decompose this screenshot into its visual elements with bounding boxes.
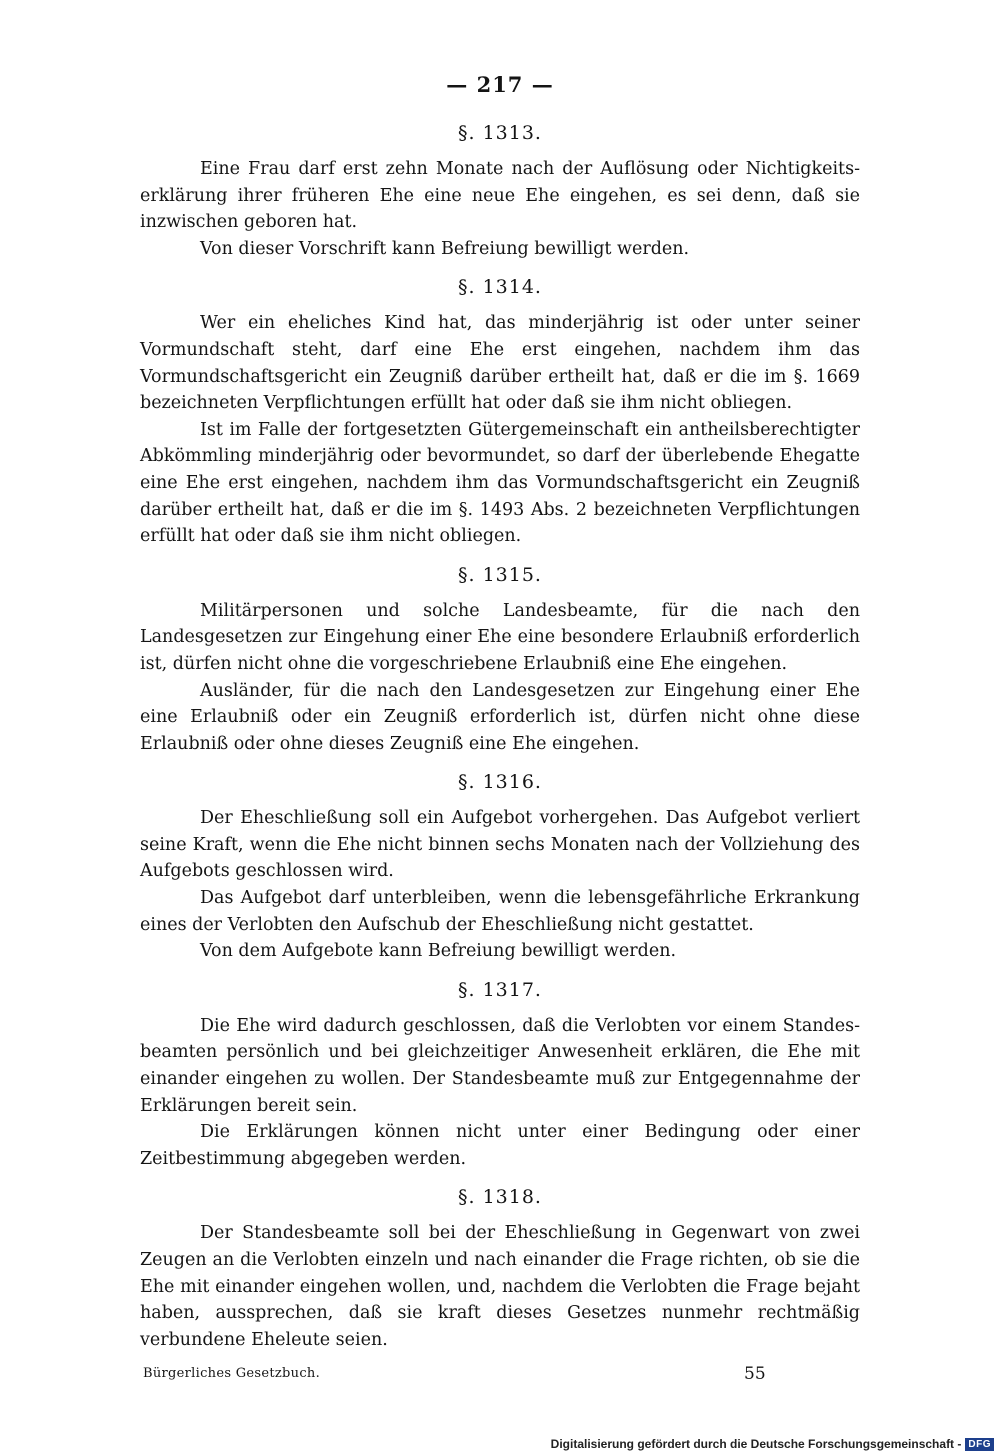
dfg-logo-icon: DFG (965, 1438, 994, 1451)
section-1314 (140, 272, 860, 549)
paragraph: Von dem Aufgebote kann Befreiung bewilligt werden. (200, 941, 677, 962)
page-body (140, 118, 860, 1353)
book-title-footer: Bürgerliches Gesetzbuch. (143, 1366, 321, 1381)
signature-mark: 55 (744, 1364, 766, 1384)
section-heading: §. 1314. (458, 276, 542, 299)
section-heading: §. 1317. (458, 978, 542, 1001)
section-heading: §. 1313. (458, 122, 542, 144)
section-1313 (140, 118, 860, 262)
paragraph: Eine Frau darf erst zehn Monate nach der Auflösung oder Nichtigkeitserklärung ihrer früheren Ehe eine neue Ehe eingehen, es sei denn, daß sie inzwischen geboren hat. (140, 159, 860, 233)
section-heading: §. 1316. (458, 771, 542, 794)
paragraph: Der Standesbeamte soll bei der Eheschließung in Gegenwart von zwei Zeugen an die Verlobten einzeln und nach einander die Frage richten, ob sie die Ehe mit einander eingehen wollen, und, nachdem die Verlobten die Frage bejaht haben, aussprechen, daß sie kraft dieses Gesetzes nunmehr rechtmäßig verbundene Eheleute seien. (140, 1223, 860, 1350)
paragraph: Ausländer, für die nach den Landesgesetzen zur Eingehung einer Ehe eine Erlaubniß oder ein Zeugniß erforderlich ist, dürfen nicht ohne diese Erlaubniß oder ohne dieses Zeugniß eine Ehe eingehen. (140, 680, 860, 754)
paragraph: Von dieser Vorschrift kann Befreiung bewilligt werden. (200, 238, 690, 259)
section-heading: §. 1315. (458, 563, 542, 586)
page-number: — 217 — (446, 72, 554, 97)
paragraph: Die Ehe wird dadurch geschlossen, daß die Verlobten vor einem Standesbeamten persönlich und bei gleichzeitiger Anwesenheit erklären, die Ehe mit einander eingehen zu wollen. Der Standesbeamte muß zur Entgegennahme der Erklärungen bereit sein. (140, 1015, 860, 1116)
digitization-credit-text: Digitalisierung gefördert durch die Deutsche Forschungsgemeinschaft - (550, 1437, 962, 1451)
paragraph: Militärpersonen und solche Landesbeamte, für die nach den Landesgesetzen zur Eingehung einer Ehe eine besondere Erlaubniß erforderlich ist, dürfen nicht ohne die vorgeschriebene Erlaubniß eine Ehe eingehen. (140, 600, 860, 674)
section-1317 (140, 975, 860, 1173)
section-1315 (140, 560, 860, 758)
section-heading: §. 1318. (458, 1186, 542, 1209)
paragraph: Ist im Falle der fortgesetzten Gütergemeinschaft ein antheilsberechtigter Abkömmling minderjährig oder bevormundet, so darf der überlebende Ehegatte eine Ehe erst eingehen, nachdem ihm das Vormundschaftsgericht ein Zeugniß darüber ertheilt hat, daß er die im §. 1493 Abs. 2 bezeichneten Verpflichtungen erfüllt hat oder daß sie ihm nicht obliegen. (140, 419, 860, 547)
digitization-credit (551, 1437, 994, 1451)
section-1318 (140, 1182, 860, 1353)
paragraph: Die Erklärungen können nicht unter einer Bedingung oder einer Zeitbestimmung abgegeben werden. (140, 1122, 860, 1169)
paragraph: Das Aufgebot darf unterbleiben, wenn die lebensgefährliche Erkrankung eines der Verlobten den Aufschub der Eheschließung nicht gestattet. (140, 888, 860, 935)
section-1316 (140, 767, 860, 965)
paragraph: Wer ein eheliches Kind hat, das minderjährig ist oder unter seiner Vormundschaft steht, darf eine Ehe erst eingehen, nachdem ihm das Vormundschaftsgericht ein Zeugniß darüber ertheilt hat, daß er die im §. 1669 bezeichneten Verpflichtungen erfüllt hat oder daß sie ihm nicht obliegen. (140, 313, 860, 414)
paragraph: Der Eheschließung soll ein Aufgebot vorhergehen. Das Aufgebot verliert seine Kraft, wenn die Ehe nicht binnen sechs Monaten nach der Vollziehung des Aufgebots geschlossen wird. (140, 808, 860, 882)
